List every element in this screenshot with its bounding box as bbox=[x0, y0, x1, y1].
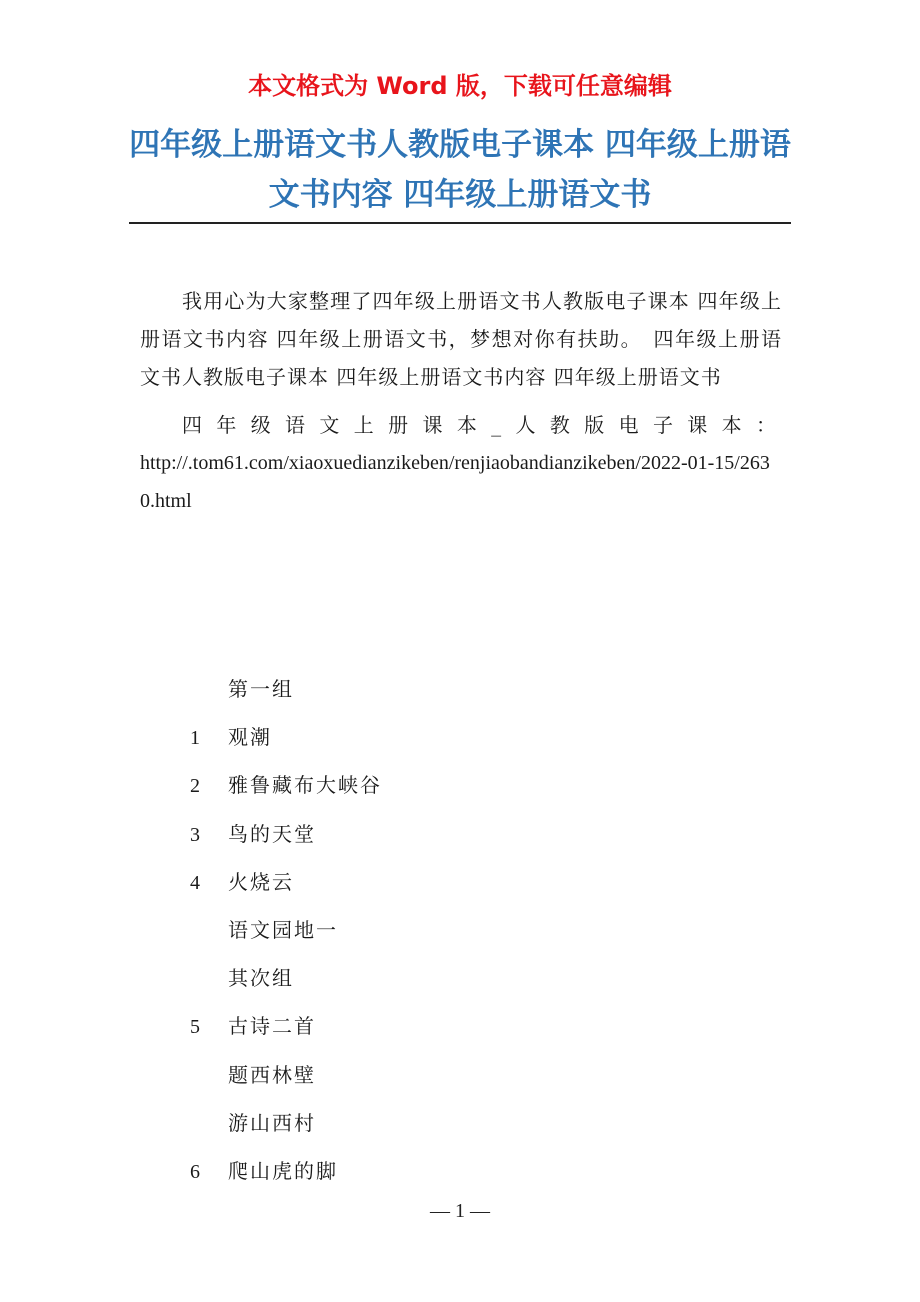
toc-item-text: 题西林壁 bbox=[228, 1062, 316, 1087]
table-of-contents bbox=[190, 665, 750, 1195]
toc-item-number: 5 bbox=[190, 1016, 200, 1039]
toc-item bbox=[190, 665, 750, 713]
toc-item bbox=[190, 761, 750, 809]
document-title: 四年级上册语文书人教版电子课本 四年级上册语文书内容 四年级上册语文书 bbox=[129, 127, 791, 213]
toc-item bbox=[190, 1147, 750, 1195]
toc-item-text: 第一组 bbox=[228, 677, 294, 701]
format-banner: 本文格式为 Word 版，下载可任意编辑 bbox=[248, 72, 672, 100]
toc-item bbox=[190, 1051, 750, 1099]
toc-item-number: 4 bbox=[190, 871, 200, 894]
page-number: — 1 — bbox=[430, 1200, 490, 1222]
toc-item bbox=[190, 810, 750, 858]
toc-item-text: 雅鲁藏布大峡谷 bbox=[228, 773, 382, 798]
toc-item-text: 爬山虎的脚 bbox=[228, 1158, 338, 1183]
toc-item-text: 火烧云 bbox=[228, 869, 294, 894]
toc-item-number: 6 bbox=[190, 1160, 200, 1183]
toc-item-text: 古诗二首 bbox=[228, 1014, 316, 1039]
toc-item-number: 1 bbox=[190, 727, 200, 750]
document-body bbox=[140, 282, 782, 520]
toc-item-text: 鸟的天堂 bbox=[228, 821, 316, 846]
link-label: 四年级语文上册课本_人教版电子课本： bbox=[182, 413, 782, 437]
toc-item bbox=[190, 954, 750, 1002]
title-divider bbox=[129, 222, 791, 224]
toc-item-number: 2 bbox=[190, 775, 200, 798]
toc-item bbox=[190, 713, 750, 761]
toc-item bbox=[190, 858, 750, 906]
toc-item-text: 语文园地一 bbox=[228, 917, 338, 942]
toc-item-number: 3 bbox=[190, 823, 200, 846]
toc-item-text: 其次组 bbox=[228, 966, 294, 991]
link-url[interactable]: http://.tom61.com/xiaoxuedianzikeben/renjiaobandianzikeben/2022-01-15/2630.html bbox=[140, 452, 770, 512]
toc-item-text: 观潮 bbox=[228, 725, 272, 750]
toc-item bbox=[190, 1099, 750, 1147]
intro-paragraph: 我用心为大家整理了四年级上册语文书人教版电子课本 四年级上册语文书内容 四年级上册语文书，梦想对你有扶助。 四年级上册语文书人教版电子课本 四年级上册语文书内容 四年级上册语文书 bbox=[140, 289, 782, 389]
toc-item bbox=[190, 906, 750, 954]
toc-item bbox=[190, 1002, 750, 1050]
toc-item-text: 游山西村 bbox=[228, 1110, 316, 1135]
